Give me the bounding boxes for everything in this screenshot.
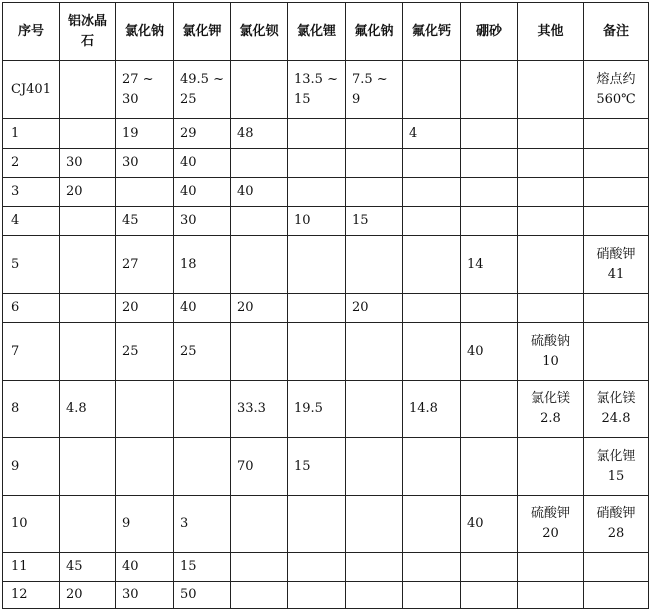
table-cell [60,119,116,149]
table-cell [60,496,116,553]
table-cell: 7.5 ~ 9 [346,61,403,119]
table-cell [461,438,518,496]
header-cell: 氟化钙 [403,3,461,61]
table-cell: 硝酸钾 41 [584,236,649,294]
table-cell: 氯化镁 2.8 [518,381,584,438]
table-cell [403,149,461,178]
table-cell: 40 [116,553,174,582]
row-number-cell: 2 [3,149,60,178]
table-cell [116,178,174,207]
table-cell [403,207,461,236]
table-row [3,381,649,438]
table-cell: 25 [116,323,174,381]
table-cell: 40 [174,294,231,323]
table-row [3,119,649,149]
table-cell [288,582,346,609]
table-cell [231,553,288,582]
row-number-cell: 3 [3,178,60,207]
table-cell [584,149,649,178]
table-cell [231,582,288,609]
table-cell [346,236,403,294]
table-cell: 硝酸钾 28 [584,496,649,553]
table-cell [288,236,346,294]
table-cell: 70 [231,438,288,496]
table-cell: 50 [174,582,231,609]
table-cell: 30 [60,149,116,178]
table-cell: 18 [174,236,231,294]
table-cell [60,438,116,496]
table-cell: 14 [461,236,518,294]
table-cell [174,381,231,438]
table-cell [288,178,346,207]
table-cell: 硫酸钾 20 [518,496,584,553]
table-cell: 13.5 ~ 15 [288,61,346,119]
table-cell: 15 [174,553,231,582]
table-cell [403,294,461,323]
row-number-cell: 9 [3,438,60,496]
table-cell: 33.3 [231,381,288,438]
table-cell [231,149,288,178]
table-cell: 40 [461,323,518,381]
table-cell [403,438,461,496]
table-cell [518,61,584,119]
table-cell: 4 [403,119,461,149]
table-cell: 20 [60,178,116,207]
table-cell [403,496,461,553]
table-cell [518,236,584,294]
table-cell [60,294,116,323]
table-cell [288,149,346,178]
table-cell: 48 [231,119,288,149]
table-cell [60,207,116,236]
table-cell [116,438,174,496]
header-cell: 氯化钾 [174,3,231,61]
table-cell: 25 [174,323,231,381]
header-cell: 硼砂 [461,3,518,61]
table-cell: 40 [174,178,231,207]
row-number-cell: 6 [3,294,60,323]
table-cell [403,323,461,381]
table-cell: 40 [231,178,288,207]
table-cell [584,119,649,149]
header-row [3,3,649,61]
table-cell: 20 [231,294,288,323]
row-number-cell: CJ401 [3,61,60,119]
table-cell [346,553,403,582]
row-number-cell: 1 [3,119,60,149]
table-cell: 19.5 [288,381,346,438]
table-cell [461,149,518,178]
table-row [3,294,649,323]
table-cell [60,61,116,119]
table-cell [346,149,403,178]
table-cell: 20 [346,294,403,323]
table-cell [518,438,584,496]
table-cell [231,61,288,119]
row-number-cell: 12 [3,582,60,609]
table-cell: 29 [174,119,231,149]
table-cell: 硫酸钠 10 [518,323,584,381]
table-cell: 14.8 [403,381,461,438]
table-cell: 4.8 [60,381,116,438]
table-cell [518,119,584,149]
table-cell [584,178,649,207]
table-cell [403,178,461,207]
table-cell [461,61,518,119]
table-cell: 19 [116,119,174,149]
table-cell [288,496,346,553]
table-cell: 20 [116,294,174,323]
table-cell: 49.5 ~ 25 [174,61,231,119]
header-cell: 备注 [584,3,649,61]
table-cell [518,207,584,236]
table-cell: 27 [116,236,174,294]
table-cell [461,119,518,149]
table-cell: 氯化镁 24.8 [584,381,649,438]
table-cell: 15 [288,438,346,496]
table-cell [231,323,288,381]
table-cell [403,236,461,294]
row-number-cell: 11 [3,553,60,582]
table-cell: 40 [174,149,231,178]
table-cell [346,178,403,207]
table-cell [518,149,584,178]
table-cell [584,553,649,582]
table-cell: 30 [116,582,174,609]
row-number-cell: 10 [3,496,60,553]
table-row [3,323,649,381]
header-cell: 氟化钠 [346,3,403,61]
table-cell [288,119,346,149]
table-row [3,61,649,119]
table-row [3,496,649,553]
table-cell [346,119,403,149]
table-cell [403,553,461,582]
table-cell: 27 ~ 30 [116,61,174,119]
table-cell: 10 [288,207,346,236]
table-cell [174,438,231,496]
table-cell: 45 [116,207,174,236]
table-cell [518,294,584,323]
table-cell [584,582,649,609]
header-cell: 氯化锂 [288,3,346,61]
table-row [3,149,649,178]
row-number-cell: 8 [3,381,60,438]
table-cell: 30 [116,149,174,178]
table-cell [346,381,403,438]
table-cell [518,582,584,609]
table-row [3,178,649,207]
table-row [3,553,649,582]
table-cell [461,178,518,207]
table-cell [231,496,288,553]
table-cell [346,323,403,381]
table-cell [518,553,584,582]
header-cell: 氯化钡 [231,3,288,61]
table-row [3,236,649,294]
table-cell [116,381,174,438]
table-cell [461,553,518,582]
table-cell [584,323,649,381]
table-row [3,582,649,609]
table-cell: 20 [60,582,116,609]
table-cell [231,207,288,236]
table-cell [346,496,403,553]
header-cell: 其他 [518,3,584,61]
table-cell: 40 [461,496,518,553]
table-cell [288,323,346,381]
table-cell [403,61,461,119]
row-number-cell: 7 [3,323,60,381]
table-cell: 3 [174,496,231,553]
table-cell: 熔点约 560℃ [584,61,649,119]
table-cell [584,207,649,236]
table-cell [60,236,116,294]
table-cell [518,178,584,207]
row-number-cell: 4 [3,207,60,236]
table-cell [461,582,518,609]
row-number-cell: 5 [3,236,60,294]
table-cell [461,207,518,236]
table-cell: 15 [346,207,403,236]
table-cell [231,236,288,294]
table-cell [60,323,116,381]
table-cell [346,582,403,609]
table-cell [346,438,403,496]
table-cell [461,381,518,438]
table-cell: 氯化锂 15 [584,438,649,496]
header-cell: 铝冰晶 石 [60,3,116,61]
table-cell: 9 [116,496,174,553]
table-cell [403,582,461,609]
table-cell [584,294,649,323]
table-row [3,207,649,236]
table-cell: 30 [174,207,231,236]
header-cell: 序号 [3,3,60,61]
table-cell: 45 [60,553,116,582]
table-row [3,438,649,496]
composition-table [2,2,649,609]
table-cell [288,553,346,582]
table-cell [288,294,346,323]
table-cell [461,294,518,323]
header-cell: 氯化钠 [116,3,174,61]
